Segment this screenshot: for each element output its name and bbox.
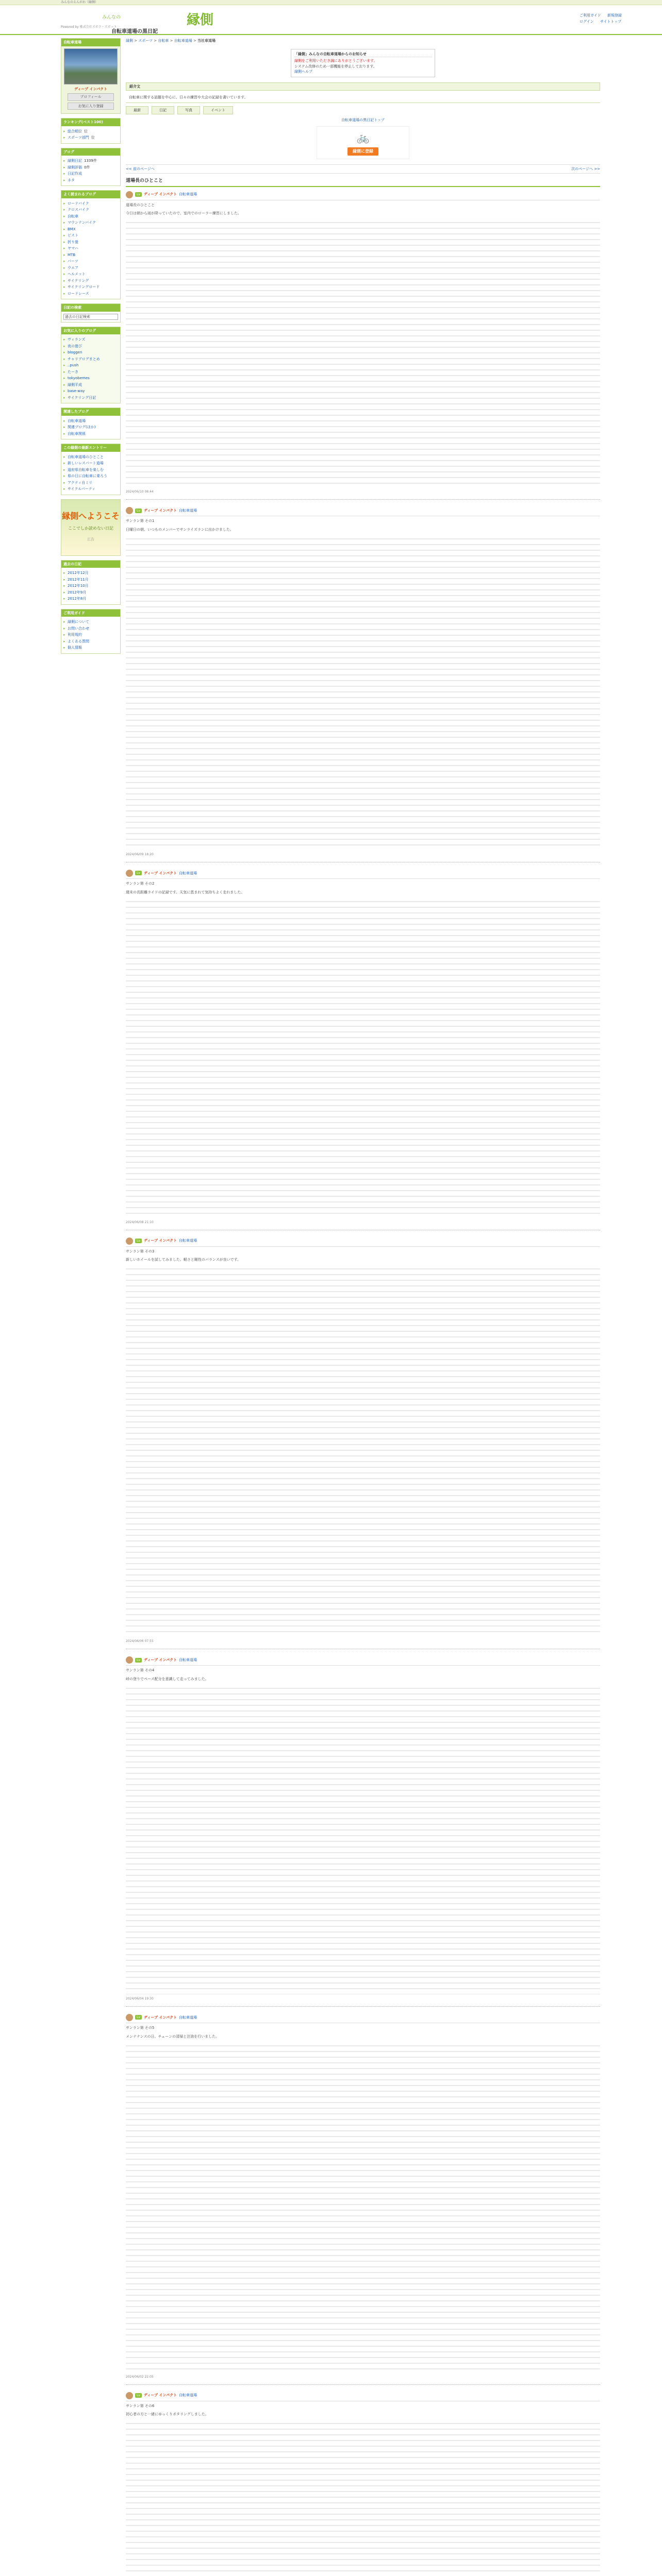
- avatar: [126, 2392, 133, 2399]
- post-text: メンテナンスの日。チェーンの清掃と注油を行いました。: [126, 2034, 220, 2039]
- register-link[interactable]: 新規登録: [607, 13, 622, 18]
- tab-latest[interactable]: 最新: [126, 106, 148, 115]
- post-body: [126, 881, 600, 1218]
- post-author[interactable]: ディープ インパクト: [143, 1239, 177, 1243]
- intro-text: 自転車に関する話題を中心に、日々の練習や大会の記録を書いています。: [126, 93, 600, 103]
- category-item[interactable]: ▸ ロードレース: [63, 291, 118, 297]
- friend-item[interactable]: ▸ 夜の遊び: [63, 343, 118, 350]
- menu-item[interactable]: ▸ 日記作成: [63, 171, 118, 177]
- friend-item[interactable]: ▸ ヴィランズ: [63, 336, 118, 343]
- friend-item[interactable]: ▸ ..push: [63, 362, 118, 369]
- category-item[interactable]: ▸ サイクリングロード: [63, 284, 118, 291]
- profile-box: 自転車道場 ディープ インパクト プロフィール お気に入り登録: [61, 38, 121, 114]
- category-box: よく読まれるブログ ▸ ロードバイク ▸ クロスバイク ▸ 自転車 ▸ マウンテンバイク ▸ BMX ▸ ピスト ▸ 折り畳 ▸ ヤマハ ▸ MTB ▸ パーツ ▸ ウエア ▸ ヘルメット ▸ サイクリング ▸ サイクリングロード ▸ ロードレース: [61, 190, 121, 299]
- post-author[interactable]: ディープ インパクト: [143, 2015, 177, 2020]
- search-box: 日記の検索 過去の日記検索: [61, 303, 121, 323]
- post-role[interactable]: 自転車道場: [178, 1239, 197, 1243]
- post-text-lines: [126, 536, 600, 850]
- level-badge: Lv: [135, 2393, 142, 2398]
- blog-name: 自転車道場の黒日記: [111, 29, 158, 35]
- guide-box: ご利用ガイド ▸ 縁側について ▸ お問い合わせ ▸ 利用規約 ▸ よくある質問 ▸ 個人情報: [61, 609, 121, 654]
- site-top-link[interactable]: サイトトップ: [600, 20, 622, 24]
- category-item[interactable]: ▸ マウンテンバイク: [63, 219, 118, 226]
- post-header: [126, 1238, 600, 1247]
- category-item[interactable]: ▸ BMX: [63, 226, 118, 233]
- breadcrumb: 縁側 > スポーツ > 自転車 > 自転車道場 > 当社車道場: [126, 39, 216, 43]
- guide-item[interactable]: ▸ お問い合わせ: [63, 625, 118, 632]
- level-badge: Lv: [135, 1239, 142, 1243]
- news-item[interactable]: ▸ 県の日に自転車に乗ろう: [63, 473, 118, 480]
- news-item[interactable]: ▸ 道府県自転車を楽しむ: [63, 467, 118, 473]
- category-item[interactable]: ▸ ヘルメット: [63, 271, 118, 278]
- reco-item[interactable]: ▸ 関連ブログ(ほか): [63, 424, 118, 431]
- post-role[interactable]: 自転車道場: [178, 2015, 197, 2020]
- pager: [126, 164, 600, 174]
- guide-item[interactable]: ▸ 個人情報: [63, 645, 118, 651]
- favorite-button[interactable]: お気に入り登録: [68, 103, 114, 110]
- diary-post: [126, 189, 600, 500]
- menu-item[interactable]: ▸ 縁側日記 1339件: [63, 158, 118, 164]
- topic-title: 道場長のひとこと: [126, 177, 600, 187]
- post-text: 今日は朝から雨が降っていたので、室内でのローラー練習にしました。: [126, 211, 241, 216]
- profile-photo: [64, 48, 118, 84]
- news-item[interactable]: ▸ 自転車道場のひとこと: [63, 454, 118, 461]
- news-item[interactable]: ▸ サイクルパーティ: [63, 486, 118, 493]
- category-item[interactable]: ▸ ヤマハ: [63, 245, 118, 252]
- post-date: 2024/06/10 08:44: [126, 490, 154, 494]
- ranking-item: ▸ 総合順位 位: [63, 128, 118, 135]
- main-content: [126, 38, 600, 2576]
- post-title: 道場長のひとこと: [126, 202, 155, 207]
- site-logo[interactable]: 縁側 みんなの Powered by 株式会社ズボラ・ズボット: [61, 12, 214, 29]
- post-body: [126, 1249, 600, 1637]
- menu-item[interactable]: ▸ ネタ: [63, 177, 118, 184]
- post-body: [126, 202, 600, 488]
- friend-item[interactable]: ▸ たーき: [63, 369, 118, 376]
- post-date: 2024/06/09 18:20: [126, 852, 154, 856]
- post-text: 初心者の方と一緒にゆっくりポタリングしました。: [126, 2412, 209, 2417]
- post-header: [126, 191, 600, 200]
- category-item[interactable]: ▸ パーツ: [63, 258, 118, 265]
- friend-item[interactable]: ▸ tokyobemes: [63, 375, 118, 382]
- register-cta: [317, 126, 409, 159]
- friend-item[interactable]: ▸ base-way: [63, 388, 118, 395]
- post-role[interactable]: 自転車道場: [178, 508, 197, 513]
- post-author[interactable]: ディープ インパクト: [143, 1658, 177, 1662]
- archive-item[interactable]: ▸ 2012年11月: [63, 577, 118, 583]
- post-text: 峠の登りでペース配分を意識して走ってみました。: [126, 1677, 209, 1682]
- level-badge: Lv: [135, 192, 142, 197]
- guide-item[interactable]: ▸ 利用規約: [63, 632, 118, 638]
- category-item[interactable]: ▸ ウエア: [63, 265, 118, 272]
- related-link[interactable]: 自転車道場の黒日記トップ: [341, 118, 385, 122]
- post-date: 2024/06/02 22:05: [126, 2375, 154, 2379]
- diary-post: [126, 1235, 600, 1650]
- reco-item[interactable]: ▸ 自転車道場: [63, 418, 118, 425]
- level-badge: Lv: [135, 509, 142, 513]
- post-header: [126, 870, 600, 879]
- diary-post: [126, 505, 600, 862]
- post-date: 2024/06/06 07:55: [126, 1639, 154, 1643]
- post-text-lines: [126, 2043, 600, 2372]
- help-link[interactable]: 縁側ヘルプ: [294, 70, 312, 74]
- post-text-lines: [126, 899, 600, 1218]
- post-text-lines: [126, 219, 600, 487]
- sidebar-ad[interactable]: 縁側へようこそ ここでしか読めない日記 広告: [61, 499, 121, 556]
- friend-item[interactable]: ▸ 縁側平成: [63, 382, 118, 388]
- post-role[interactable]: 自転車道場: [178, 871, 197, 875]
- post-body: [126, 2403, 600, 2576]
- menu-box: ブログ ▸ 縁側日記 1339件 ▸ 縁側評価 0件 ▸ 日記作成 ▸ ネタ: [61, 148, 121, 187]
- post-text-lines: [126, 2420, 600, 2576]
- archive-item[interactable]: ▸ 2012年10月: [63, 583, 118, 589]
- diary-post: [126, 868, 600, 1230]
- avatar: [126, 1238, 133, 1245]
- post-title: サンラン第 その2: [126, 881, 155, 886]
- friend-item[interactable]: ▸ bloggen: [63, 349, 118, 356]
- friend-item[interactable]: ▸ チャリブログまとめ: [63, 356, 118, 363]
- post-text: 週末の長距離ライドの記録です。天気に恵まれて気持ちよく走れました。: [126, 890, 245, 894]
- post-role[interactable]: 自転車道場: [178, 192, 197, 197]
- profile-name[interactable]: ディープ インパクト: [74, 87, 108, 91]
- header-links: [580, 12, 662, 25]
- post-text: 日曜日の朝、いつものメンバーでサンライズランに出かけました。: [126, 528, 234, 532]
- avatar: [126, 1656, 133, 1664]
- prev-page-link[interactable]: << 前のページへ: [126, 166, 155, 171]
- post-title: サンラン第 その3: [126, 1249, 155, 1253]
- tab-diary[interactable]: 日記: [152, 106, 174, 115]
- category-item[interactable]: ▸ MTB: [63, 252, 118, 259]
- login-link[interactable]: ログイン: [580, 20, 594, 24]
- post-header: [126, 2014, 600, 2023]
- avatar: [126, 507, 133, 514]
- next-page-link[interactable]: 次のページへ >>: [571, 166, 600, 171]
- post-header: [126, 2392, 600, 2401]
- notice-box: 「縁側」みんなの自転車道場からのお知らせ 縁側をご利用いただき誠にありがとうございます。 システム改修のため一部機能を停止しております。 縁側ヘルプ: [291, 49, 435, 77]
- post-text-lines: [126, 1685, 600, 1994]
- top-bar: みんなのえんがわ（縁側）: [0, 0, 662, 5]
- post-body: [126, 518, 600, 850]
- ranking-box: ランキング(ベスト100) ▸ 総合順位 位 ▸ スポーツ部門 位: [61, 118, 121, 144]
- tab-bar: [126, 106, 600, 115]
- tab-photo[interactable]: 写真: [177, 106, 200, 115]
- profile-button[interactable]: プロフィール: [68, 93, 114, 101]
- intro-title: 紹介文: [126, 82, 600, 91]
- post-title: サンラン第 その1: [126, 519, 155, 523]
- category-item[interactable]: ▸ 自転車: [63, 213, 118, 220]
- ranking-item: ▸ スポーツ部門 位: [63, 134, 118, 141]
- post-body: [126, 1668, 600, 1994]
- reco-box: 関連したブログ ▸ 自転車道場 ▸ 関連ブログ(ほか) ▸ 自転車関係: [61, 408, 121, 439]
- menu-item[interactable]: ▸ 縁側評価 0件: [63, 164, 118, 171]
- post-body: [126, 2025, 600, 2372]
- search-input[interactable]: 過去の日記検索: [63, 314, 118, 320]
- post-author[interactable]: ディープ インパクト: [143, 192, 177, 197]
- reco-item[interactable]: ▸ 自転車関係: [63, 431, 118, 437]
- archive-item[interactable]: ▸ 2012年8月: [63, 596, 118, 602]
- post-title: サンラン第 その6: [126, 2403, 155, 2408]
- category-item[interactable]: ▸ クロスバイク: [63, 207, 118, 213]
- level-badge: Lv: [135, 2015, 142, 2020]
- news-item[interactable]: ▸ アクティ自ミリ: [63, 480, 118, 486]
- post-role[interactable]: 自転車道場: [178, 2393, 197, 2398]
- post-role[interactable]: 自転車道場: [178, 1658, 197, 1662]
- guide-link[interactable]: ご利用ガイド: [580, 13, 601, 18]
- tab-event[interactable]: イベント: [203, 106, 233, 115]
- diary-post: [126, 1654, 600, 2007]
- category-item[interactable]: ▸ 折り畳: [63, 239, 118, 246]
- sidebar: [61, 38, 121, 658]
- post-author[interactable]: ディープ インパクト: [143, 2393, 177, 2398]
- news-item[interactable]: ▸ 新しいレスパート道場: [63, 460, 118, 467]
- diary-post: [126, 2390, 600, 2576]
- post-date: 2024/06/08 21:10: [126, 1220, 154, 1224]
- avatar: [126, 2014, 133, 2021]
- bicycle-icon: 🚲: [356, 131, 370, 144]
- post-title: サンラン第 その4: [126, 1668, 155, 1673]
- diary-post: [126, 2012, 600, 2385]
- level-badge: Lv: [135, 1658, 142, 1663]
- news-box: この縁側の最新エントリー ▸ 自転車道場のひとこと ▸ 新しいレスパート道場 ▸ 道府県自転車を楽しむ ▸ 県の日に自転車に乗ろう ▸ アクティ自ミリ ▸ サイクルパーティ: [61, 444, 121, 495]
- post-author[interactable]: ディープ インパクト: [143, 508, 177, 513]
- post-author[interactable]: ディープ インパクト: [143, 871, 177, 875]
- archive-item[interactable]: ▸ 2012年12月: [63, 570, 118, 577]
- archive-box: 過去の日記 ▸ 2012年12月 ▸ 2012年11月 ▸ 2012年10月 ▸ 2012年9月 ▸ 2012年8月: [61, 560, 121, 605]
- avatar: [126, 191, 133, 198]
- archive-item[interactable]: ▸ 2012年9月: [63, 589, 118, 596]
- category-item[interactable]: ▸ ピスト: [63, 232, 118, 239]
- friends-box: お気に入りのブログ ▸ ヴィランズ ▸ 夜の遊び ▸ bloggen ▸ チャリブログまとめ ▸ ..push ▸ たーき ▸ tokyobemes ▸ 縁側平成 ▸ base-way ▸ サイクリング日記: [61, 327, 121, 404]
- level-badge: Lv: [135, 871, 142, 875]
- post-header: [126, 1656, 600, 1666]
- post-date: 2024/06/04 19:30: [126, 1996, 154, 2001]
- avatar: [126, 870, 133, 877]
- post-text-lines: [126, 1266, 600, 1637]
- register-button[interactable]: 縁側に登録: [347, 147, 378, 156]
- guide-item[interactable]: ▸ よくある質問: [63, 638, 118, 645]
- post-text: 新しいホイールを試してみました。軽さと剛性のバランスが良いです。: [126, 1258, 241, 1262]
- guide-item[interactable]: ▸ 縁側について: [63, 619, 118, 625]
- site-header: [0, 5, 662, 35]
- category-item[interactable]: ▸ サイクリング: [63, 278, 118, 284]
- post-title: サンラン第 その5: [126, 2025, 155, 2030]
- friend-item[interactable]: ▸ サイクリング日記: [63, 395, 118, 401]
- post-header: [126, 507, 600, 516]
- category-item[interactable]: ▸ ロードバイク: [63, 200, 118, 207]
